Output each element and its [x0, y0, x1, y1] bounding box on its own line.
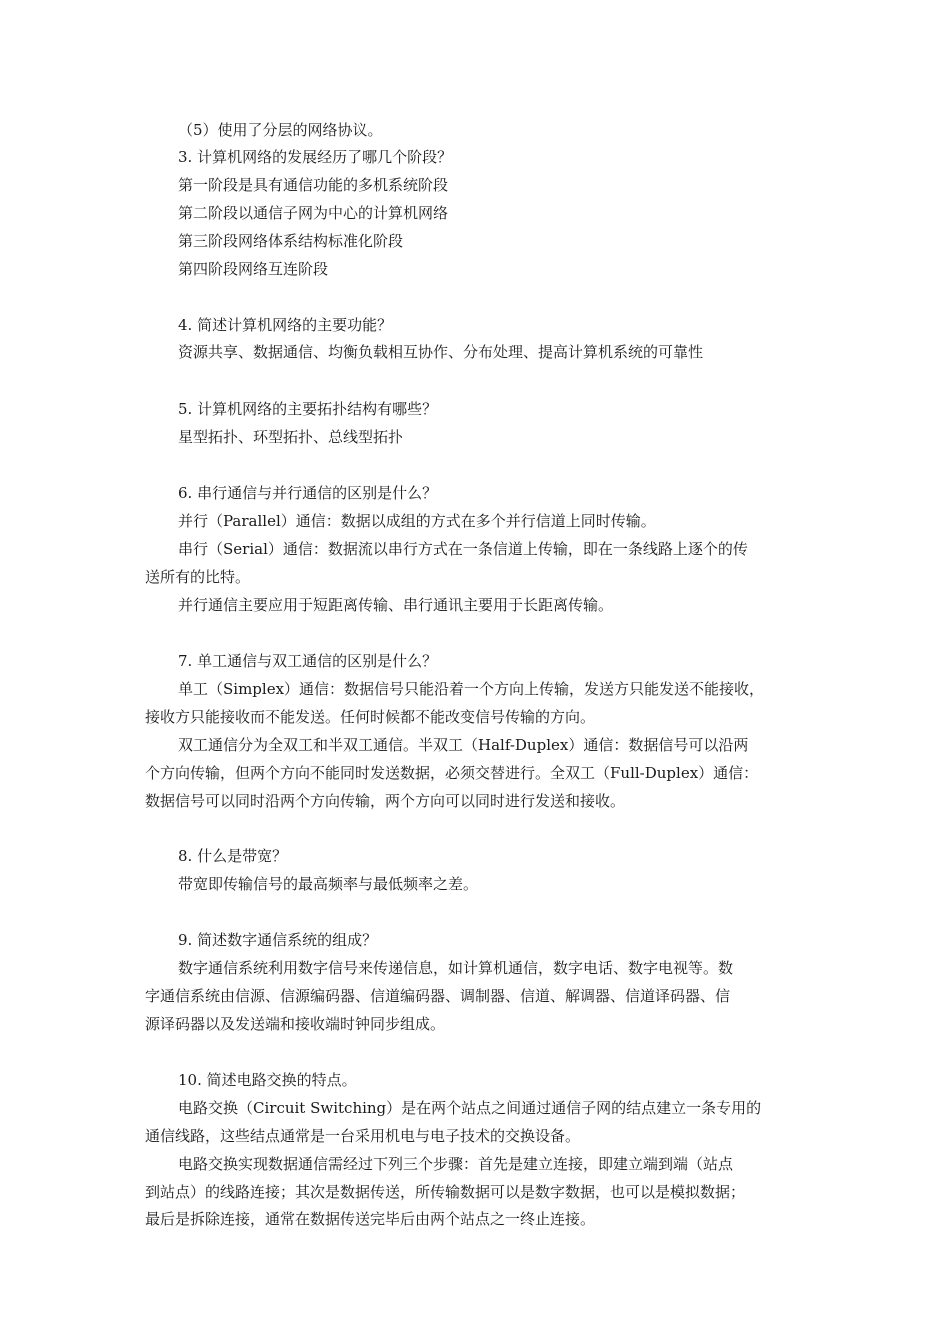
text-line: 数据信号可以同时沿两个方向传输，两个方向可以同时进行发送和接收。	[145, 792, 626, 810]
text-line: 带宽即传输信号的最高频率与最低频率之差。	[178, 875, 479, 893]
text-line: 第三阶段网络体系结构标准化阶段	[178, 232, 404, 250]
text-line: 接收方只能接收而不能发送。任何时候都不能改变信号传输的方向。	[145, 708, 596, 726]
question-heading: 6. 串行通信与并行通信的区别是什么？	[178, 484, 438, 502]
text-line: 源译码器以及发送端和接收端时钟同步组成。	[145, 1015, 446, 1033]
text-line: 电路交换（Circuit Switching）是在两个站点之间通过通信子网的结点建立一条专用的	[178, 1099, 762, 1117]
question-heading: 4. 简述计算机网络的主要功能？	[178, 316, 393, 334]
text-line: 串行（Serial）通信：数据流以串行方式在一条信道上传输，即在一条线路上逐个的传	[178, 540, 748, 558]
text-line: 第二阶段以通信子网为中心的计算机网络	[178, 204, 449, 222]
text-line: 单工（Simplex）通信：数据信号只能沿着一个方向上传输，发送方只能发送不能接收，	[178, 680, 765, 698]
text-line: 通信线路，这些结点通常是一台采用机电与电子技术的交换设备。	[145, 1127, 581, 1145]
question-heading: 3. 计算机网络的发展经历了哪几个阶段？	[178, 148, 453, 166]
question-heading: 5. 计算机网络的主要拓扑结构有哪些？	[178, 400, 438, 418]
question-heading: 8. 什么是带宽？	[178, 847, 288, 865]
text-line: 到站点）的线路连接；其次是数据传送，所传输数据可以是数字数据，也可以是模拟数据；	[145, 1183, 746, 1201]
text-line: 并行通信主要应用于短距离传输、串行通讯主要用于长距离传输。	[178, 596, 614, 614]
text-line: 电路交换实现数据通信需经过下列三个步骤：首先是建立连接，即建立端到端（站点	[178, 1155, 734, 1173]
text-line: 送所有的比特。	[145, 568, 251, 586]
text-line: 双工通信分为全双工和半双工通信。半双工（Half-Duplex）通信：数据信号可以沿两	[178, 736, 749, 754]
question-heading: 9. 简述数字通信系统的组成？	[178, 931, 378, 949]
question-heading: 7. 单工通信与双工通信的区别是什么？	[178, 652, 438, 670]
text-line: 并行（Parallel）通信：数据以成组的方式在多个并行信道上同时传输。	[178, 512, 656, 530]
text-line: 最后是拆除连接，通常在数据传送完毕后由两个站点之一终止连接。	[145, 1210, 596, 1228]
text-line: 数字通信系统利用数字信号来传递信息，如计算机通信，数字电话、数字电视等。数	[178, 959, 734, 977]
text-line: （5）使用了分层的网络协议。	[178, 121, 383, 139]
text-line: 字通信系统由信源、信源编码器、信道编码器、调制器、信道、解调器、信道译码器、信	[145, 987, 731, 1005]
text-line: 第一阶段是具有通信功能的多机系统阶段	[178, 176, 449, 194]
text-line: 星型拓扑、环型拓扑、总线型拓扑	[178, 428, 404, 446]
text-line: 第四阶段网络互连阶段	[178, 260, 329, 278]
text-line: 资源共享、数据通信、均衡负载相互协作、分布处理、提高计算机系统的可靠性	[178, 343, 704, 361]
question-heading: 10. 简述电路交换的特点。	[178, 1071, 357, 1089]
text-line: 个方向传输，但两个方向不能同时发送数据，必须交替进行。全双工（Full-Duplex）通信：	[145, 764, 759, 782]
